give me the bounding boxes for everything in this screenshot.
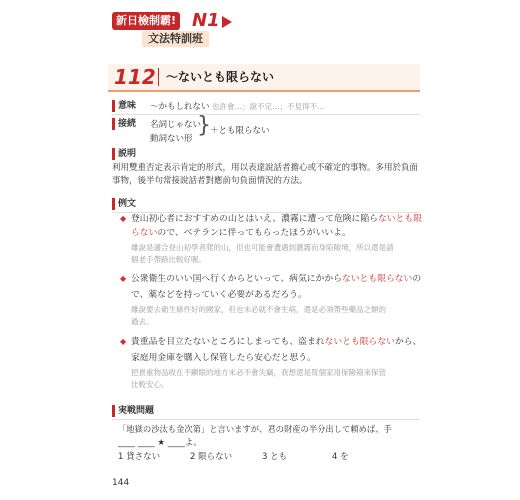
practice-question-end: よ。 bbox=[184, 438, 202, 448]
example-1-jp-rest: ので、ベテランに伴ってもらったほうがいいよ。 bbox=[157, 228, 351, 238]
connection-label: 接続 bbox=[112, 118, 136, 130]
example-1-jp-line1 bbox=[131, 212, 421, 226]
connection-result: ＋とも限らない bbox=[210, 126, 270, 136]
meaning-rule bbox=[112, 114, 420, 115]
practice-blanks-line bbox=[118, 437, 202, 450]
connection-verb: 動詞ない形 bbox=[150, 134, 193, 144]
practice-label: 実戦問題 bbox=[112, 405, 154, 417]
option-1: 1 貸さない bbox=[118, 452, 161, 462]
option-4: 4 を bbox=[332, 452, 349, 462]
example-2-jp-post: の bbox=[412, 274, 422, 284]
practice-question: 「地獄の沙汰も金次第」と言いますが、君の財産の半分出して頼めば、手 bbox=[118, 424, 392, 434]
example-2-jp-highlight: ないとも限らない bbox=[341, 274, 413, 284]
example-3-jp-line1 bbox=[131, 335, 421, 349]
logo-top-text: 新日檢制霸! bbox=[112, 12, 180, 30]
meaning-jp: ～かもしれない bbox=[150, 102, 210, 112]
option-2: 2 限らない bbox=[190, 452, 233, 462]
lesson-number: 112 bbox=[114, 65, 156, 89]
example-2-cn-line2: 過去。 bbox=[131, 317, 154, 326]
example-2-jp-line2: で、薬などを持っていく必要があるだろう。 bbox=[131, 290, 307, 300]
title-divider bbox=[158, 68, 159, 86]
option-3: 3 とも bbox=[262, 452, 288, 462]
explanation-label: 説明 bbox=[112, 148, 136, 160]
connection-noun: 名詞じゃない bbox=[150, 120, 202, 130]
example-1-jp-pre: 登山初心者におすすめの山とはいえ、濃霧に遭って危険に陥ら bbox=[131, 214, 378, 224]
example-3-jp-highlight: ないとも限らない bbox=[324, 337, 395, 347]
meaning-cn: 也許會…；說不定…；不見得不… bbox=[212, 102, 325, 111]
example-1-jp-line2 bbox=[131, 226, 351, 240]
example-3-cn-line2: 比較安心。 bbox=[131, 380, 169, 389]
page-number: 144 bbox=[112, 478, 130, 488]
example-3-jp-post: から、 bbox=[394, 337, 422, 347]
practice-star-icon: ★ bbox=[157, 438, 166, 448]
practice-blank-4: ____ bbox=[167, 438, 185, 448]
lesson-title-bar bbox=[108, 64, 420, 92]
meaning-label: 意味 bbox=[112, 100, 136, 112]
example-3-jp-line2: 家庭用金庫を購入し保管したら安心だと思う。 bbox=[131, 353, 316, 363]
example-2-jp-line1 bbox=[131, 272, 421, 286]
example-3-jp-pre: 貴重品を目立たないところにしまっても、盗まれ bbox=[131, 337, 325, 347]
practice-blank-2: ____ bbox=[137, 438, 155, 448]
example-1-cn-line1: 雖說是適合登山初學者爬的山，但也可能會遭遇到濃霧而身陷險境，所以還是請 bbox=[131, 243, 394, 252]
series-logo bbox=[112, 12, 232, 52]
example-2-jp-pre: 公衆衛生のいい国へ行くからといって、病気にかから bbox=[131, 274, 342, 284]
diamond-bullet-icon: ◆ bbox=[120, 274, 127, 283]
example-3-cn-line1: 把貴重物品收在不顯眼的地方未必不會失竊，我想還是買個家用保險箱來保管 bbox=[131, 368, 386, 377]
lesson-title: ～ないとも限らない bbox=[166, 70, 275, 84]
arrow-icon bbox=[222, 16, 232, 28]
example-2-cn-line1: 雖說要去衛生條件好的國家，但也未必就不會生病，還是必須帶些藥品之類的 bbox=[131, 305, 386, 314]
example-1-cn-line2: 個老手帶路比較好喔。 bbox=[131, 255, 206, 264]
examples-label: 例文 bbox=[112, 198, 136, 210]
diamond-bullet-icon: ◆ bbox=[120, 214, 127, 223]
logo-subtitle: 文法特訓班 bbox=[142, 31, 209, 47]
example-1-jp-highlight: ないとも限 bbox=[377, 214, 422, 224]
practice-blank-1: ____ bbox=[118, 438, 135, 448]
practice-rule bbox=[112, 419, 420, 420]
diamond-bullet-icon: ◆ bbox=[120, 337, 127, 346]
logo-level: N1 bbox=[192, 10, 220, 31]
brace-icon: } bbox=[197, 113, 211, 138]
explanation-text: 利用雙重否定表示肯定的形式，用以表達說話者擔心或不確定的事物。多用於負面事物，後半句常接說話者對應前句負面情況的方法。 bbox=[112, 163, 419, 186]
example-1-jp-highlight-2: らない bbox=[131, 228, 158, 238]
